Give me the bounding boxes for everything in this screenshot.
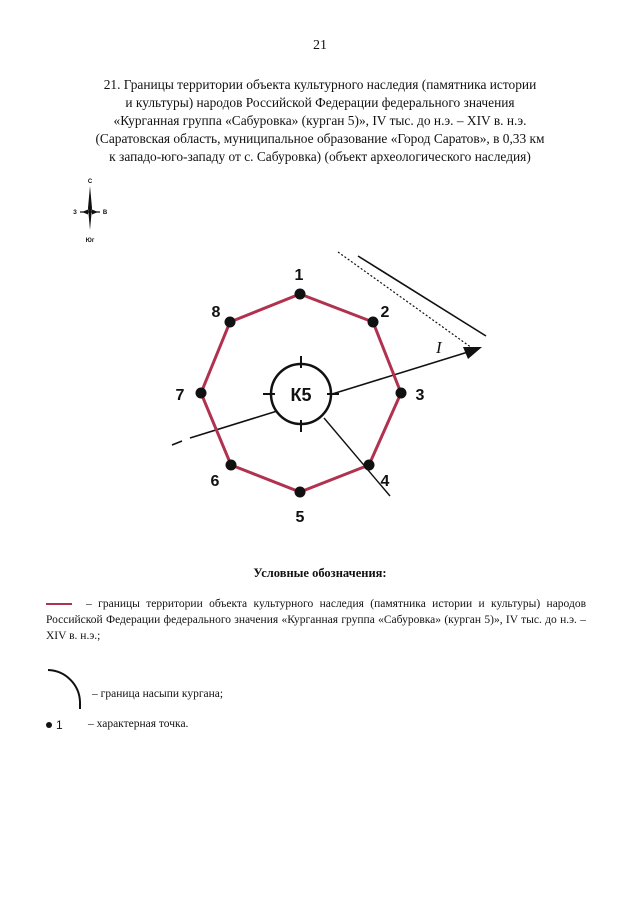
heading-line: (Саратовская область, муниципальное образование «Город Саратов», в 0,33 км bbox=[95, 131, 545, 146]
compass-south-label: Юг bbox=[85, 238, 95, 244]
mound-arc-icon bbox=[46, 662, 90, 710]
characteristic-point-4 bbox=[364, 460, 375, 471]
compass-rose-icon bbox=[66, 176, 114, 248]
document-heading bbox=[40, 76, 600, 166]
compass-east-label: В bbox=[102, 210, 108, 216]
legend-point-number: 1 bbox=[56, 718, 63, 732]
mound-label: К5 bbox=[290, 385, 312, 405]
point-dot-icon bbox=[46, 722, 52, 728]
characteristic-point-3 bbox=[396, 388, 407, 399]
point-label-3: 3 bbox=[415, 387, 425, 404]
characteristic-point-8 bbox=[225, 317, 236, 328]
profile-dash-line bbox=[172, 441, 182, 445]
characteristic-point-6 bbox=[226, 460, 237, 471]
characteristic-point-2 bbox=[368, 317, 379, 328]
compass-south-arrow bbox=[88, 208, 92, 230]
page-number: 21 bbox=[313, 38, 327, 53]
compass-north-label: С bbox=[87, 179, 93, 185]
site-plan-map bbox=[150, 240, 510, 540]
legend-mound-text: – граница насыпи кургана; bbox=[92, 688, 224, 700]
road-dashed-line bbox=[338, 252, 472, 348]
characteristic-point-7 bbox=[196, 388, 207, 399]
legend-item-mound bbox=[46, 662, 586, 712]
compass-north-arrow bbox=[88, 186, 92, 208]
legend-border-text: – границы территории объекта культурного наследия (памятника истории и культуры) народов Российской Федерации федерального значения «Курганная группа «Сабуровка» (курган 5)», IV тыс. до н.э. – XIV в. н.э.; bbox=[46, 598, 586, 642]
point-label-1: 1 bbox=[294, 267, 304, 284]
point-label-4: 4 bbox=[380, 473, 390, 490]
profile-line-label: I bbox=[436, 338, 442, 357]
characteristic-point-1 bbox=[295, 289, 306, 300]
point-label-8: 8 bbox=[211, 304, 221, 321]
point-label-5: 5 bbox=[295, 509, 305, 526]
point-label-7: 7 bbox=[175, 387, 185, 404]
border-line-swatch bbox=[46, 603, 72, 605]
compass-west-label: З bbox=[73, 210, 77, 216]
characteristic-point-5 bbox=[295, 487, 306, 498]
legend-item-border bbox=[46, 596, 586, 644]
compass-west-arrow bbox=[82, 210, 88, 215]
heading-line: к западо-юго-западу от с. Сабуровка) (объект археологического наследия) bbox=[109, 149, 531, 164]
arrow-head-icon bbox=[463, 347, 482, 359]
heading-line: «Курганная группа «Сабуровка» (курган 5)», IV тыс. до н.э. – XIV в. н.э. bbox=[113, 113, 527, 128]
heading-line: и культуры) народов Российской Федерации федерального значения bbox=[125, 95, 515, 110]
legend-point-text: – характерная точка. bbox=[88, 718, 189, 730]
heading-line: 21. Границы территории объекта культурного наследия (памятника истории bbox=[103, 77, 537, 92]
legend-title: Условные обозначения: bbox=[253, 566, 387, 580]
compass-east-arrow bbox=[92, 210, 98, 215]
point-label-6: 6 bbox=[210, 473, 220, 490]
point-label-2: 2 bbox=[380, 304, 390, 321]
